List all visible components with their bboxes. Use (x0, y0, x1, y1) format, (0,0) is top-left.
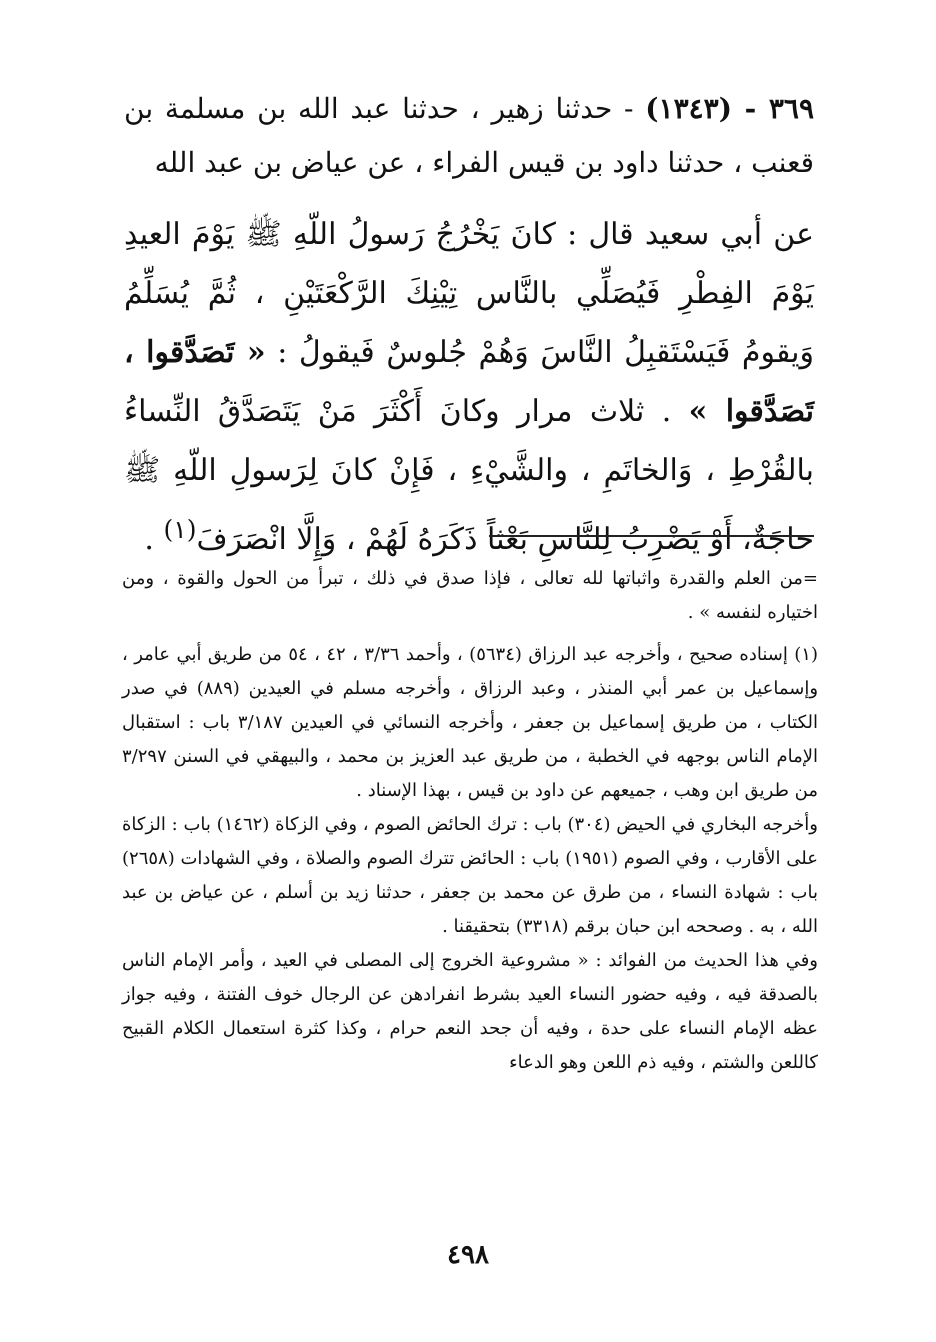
hadith-number: ٣٦٩ - (١٣٤٣) (645, 92, 814, 125)
hadith-text-part1: عن أبي سعيد قال : كانَ يَخْرُجُ رَسولُ اللّهِ ﷺ يَوْمَ العيدِ يَوْمَ الفِطْرِ فَيُصَلِّي بالنَّاس تِيْنِكَ الرَّكْعَتَيْنِ ، ثُمَّ يُسَلِّمُ وَيقومُ فَيَسْتَقبِلُ النَّاسَ وَهُمْ جُلوسٌ فَيقولُ : (124, 217, 814, 370)
footnote-paragraph-2: وأخرجه البخاري في الحيض (٣٠٤) باب : ترك الحائض الصوم ، وفي الزكاة (١٤٦٢) باب : الزكاة على الأقارب ، وفي الصوم (١٩٥١) باب : الحائض تترك الصوم والصلاة ، وفي الشهادات (٢٦٥٨) باب : شهادة النساء ، من طرق عن محمد بن جعفر ، حدثنا زيد بن أسلم ، عن عياض بن عبد الله ، به . وصححه ابن حبان برقم (٣٣١٨) بتحقيقنا . (122, 814, 818, 937)
footnote-divider (489, 535, 814, 537)
hadith-chain-text: - حدثنا زهير ، حدثنا عبد الله بن مسلمة بن قعنب ، حدثنا داود بن قيس الفراء ، عن عياض بن عبد الله (124, 92, 814, 179)
footnote-continued: =من العلم والقدرة واثباتها لله تعالى ، فإذا صدق في ذلك ، تبرأ من الحول والقوة ، ومن اختياره لنفسه » . (122, 568, 818, 623)
footnote-paragraph-3: وفي هذا الحديث من الفوائد : « مشروعية الخروج إلى المصلى في العيد ، وأمر الإمام الناس بالصدقة فيه ، وفيه حضور النساء العيد بشرط انفرادهن عن الرجال خوف الفتنة ، وفيه جواز عظه الإمام النساء على حدة ، وفيه أن جحد النعم حرام ، وكذا كثرة استعمال الكلام القبيح كاللعن والشتم ، وفيه ذم اللعن وهو الدعاء (122, 950, 818, 1073)
hadith-text-end: . (144, 522, 164, 557)
footnote-1: (١) إسناده صحيح ، وأخرجه عبد الرزاق (٥٦٣٤) ، وأحمد ٣/٣٦ ، ٤٢ ، ٥٤ من طريق أبي عامر ، وإسماعيل بن عمر أبي المنذر ، وعبد الرزاق ، وأخرجه مسلم في العيدين (٨٨٩) في صدر الكتاب ، من طريق إسماعيل بن جعفر ، وأخرجه النسائي في العيدين ٣/١٨٧ باب : استقبال الإمام الناس بوجهه في الخطبة ، من طريق عبد العزيز بن محمد ، والبيهقي في السنن ٣/٢٩٧ من طريق ابن وهب ، جميعهم عن داود بن قيس ، بهذا الإسناد . (122, 644, 819, 801)
hadith-text-part2: . ثلاث مرار وكانَ أَكْثَرَ مَنْ يَتَصَدَّقُ النِّساءُ بالقُرْطِ ، وَالخاتَمِ ، والشَّيْءِ ، فَإِنْ كانَ لِرَسولِ اللّهِ ﷺ حاجَةٌ، أَوْ يَضْرِبُ لِلنَّاسِ بَعْثاً ذَكَرَهُ لَهُمْ ، وَإِلَّا انْصَرَفَ (124, 394, 814, 557)
hadith-matn (124, 205, 814, 569)
footnote-marker: (١) (163, 515, 197, 544)
footnotes (122, 562, 818, 1080)
page-number: ٤٩٨ (447, 1240, 489, 1270)
hadith-quote: « تَصَدَّقوا ، تَصَدَّقوا » (124, 335, 815, 429)
hadith-isnad (124, 82, 814, 190)
